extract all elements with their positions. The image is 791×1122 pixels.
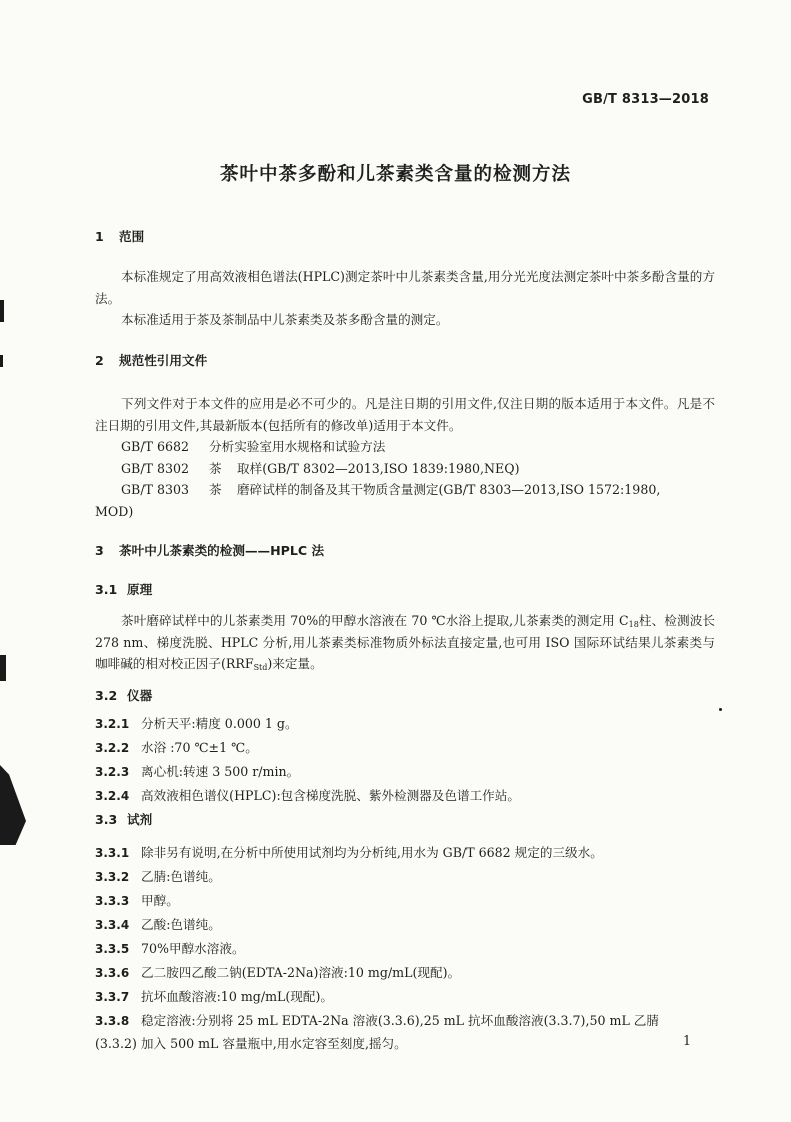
list-item bbox=[95, 1009, 715, 1054]
subsection-number: 3.3 bbox=[95, 812, 118, 827]
text-run: 茶叶磨碎试样中的儿茶素类用 70%的甲醇水溶液在 70 ℃水浴上提取,儿茶素类的测定用 C bbox=[121, 613, 629, 628]
item-number: 3.3.7 bbox=[95, 990, 130, 1004]
normative-reference bbox=[95, 436, 715, 458]
item-text: 乙二胺四乙酸二钠(EDTA-2Na)溶液:10 mg/mL(现配)。 bbox=[141, 965, 461, 980]
subsection-3-3-heading bbox=[95, 809, 715, 828]
list-item bbox=[95, 760, 715, 784]
scan-edge-mark bbox=[0, 655, 6, 681]
item-number: 3.3.3 bbox=[95, 894, 130, 908]
reference-title: 茶 bbox=[209, 482, 222, 497]
section-2-heading bbox=[95, 350, 715, 369]
list-item bbox=[95, 841, 715, 865]
scan-edge-mark bbox=[0, 355, 3, 367]
text-run: 柱、检测波长 278 nm、梯度洗脱、HPLC 分析,用儿茶素类标准物质外标法直接定量,也可用 ISO 国际环试结果儿茶素类与咖啡碱的相对校正因子(RRF bbox=[95, 613, 715, 671]
section-title: 茶叶中儿茶素类的检测——HPLC 法 bbox=[119, 543, 325, 558]
item-text: 甲醇。 bbox=[141, 893, 179, 908]
item-text: 70%甲醇水溶液。 bbox=[141, 941, 245, 956]
subscript: 18 bbox=[628, 620, 639, 629]
section-title: 规范性引用文件 bbox=[119, 353, 208, 368]
subsection-title: 仪器 bbox=[127, 688, 153, 703]
section-number: 2 bbox=[95, 353, 104, 368]
item-number: 3.2.1 bbox=[95, 717, 130, 731]
item-number: 3.3.6 bbox=[95, 966, 130, 980]
section-3-heading bbox=[95, 540, 715, 559]
item-number: 3.2.2 bbox=[95, 741, 130, 755]
list-item bbox=[95, 985, 715, 1009]
section-number: 1 bbox=[95, 229, 104, 244]
list-item bbox=[95, 712, 715, 736]
item-text: 除非另有说明,在分析中所使用试剂均为分析纯,用水为 GB/T 6682 规定的三级水。 bbox=[141, 845, 603, 860]
page-number: 1 bbox=[682, 1033, 691, 1048]
subsection-number: 3.2 bbox=[95, 688, 118, 703]
item-text: 抗坏血酸溶液:10 mg/mL(现配)。 bbox=[141, 989, 333, 1004]
item-text: 稳定溶液:分别将 25 mL EDTA-2Na 溶液(3.3.6),25 mL 抗坏血酸溶液(3.3.7),50 mL 乙腈 bbox=[141, 1013, 659, 1028]
paragraph: 本标准规定了用高效液相色谱法(HPLC)测定茶叶中儿茶素类含量,用分光光度法测定茶叶中茶多酚含量的方法。 bbox=[95, 269, 715, 306]
reference-title: 分析实验室用水规格和试验方法 bbox=[209, 439, 386, 454]
list-item bbox=[95, 889, 715, 913]
reagents-list bbox=[95, 841, 715, 1054]
subsection-3-2-heading bbox=[95, 685, 715, 704]
subsection-3-1-heading bbox=[95, 579, 715, 598]
reference-code: GB/T 8302 bbox=[121, 460, 190, 476]
section-number: 3 bbox=[95, 543, 104, 558]
scan-speck bbox=[719, 708, 722, 711]
item-text: 水浴 :70 ℃±1 ℃。 bbox=[141, 740, 258, 755]
item-number: 3.3.2 bbox=[95, 870, 130, 884]
principle-paragraph bbox=[95, 610, 715, 675]
reference-title: 茶 bbox=[209, 460, 222, 476]
reference-title: 磨碎试样的制备及其干物质含量测定(GB/T 8303—2013,ISO 1572:1980, bbox=[237, 482, 661, 497]
item-text-continuation: (3.3.2) 加入 500 mL 容量瓶中,用水定容至刻度,摇匀。 bbox=[95, 1036, 407, 1051]
apparatus-list bbox=[95, 712, 715, 808]
section-title: 范围 bbox=[119, 229, 145, 244]
text-run: )来定量。 bbox=[267, 656, 323, 671]
list-item bbox=[95, 961, 715, 985]
item-text: 分析天平:精度 0.000 1 g。 bbox=[141, 716, 298, 731]
scan-edge-mark bbox=[0, 300, 4, 322]
list-item bbox=[95, 784, 715, 808]
item-number: 3.3.4 bbox=[95, 918, 130, 932]
item-number: 3.2.3 bbox=[95, 765, 130, 779]
normative-reference bbox=[95, 458, 715, 480]
paragraph: 下列文件对于本文件的应用是必不可少的。凡是注日期的引用文件,仅注日期的版本适用于本文件。凡是不注日期的引用文件,其最新版本(包括所有的修改单)适用于本文件。 bbox=[95, 396, 715, 433]
paragraph: 本标准适用于茶及茶制品中儿茶素类及茶多酚含量的测定。 bbox=[121, 312, 449, 327]
section-1-heading bbox=[95, 226, 715, 245]
item-text: 高效液相色谱仪(HPLC):包含梯度洗脱、紫外检测器及色谱工作站。 bbox=[141, 788, 520, 803]
reference-continuation: MOD) bbox=[95, 503, 134, 519]
subsection-title: 原理 bbox=[127, 582, 153, 597]
subsection-3-1-body bbox=[95, 610, 715, 675]
item-number: 3.3.5 bbox=[95, 942, 130, 956]
subsection-number: 3.1 bbox=[95, 582, 118, 597]
scan-edge-mark bbox=[0, 765, 26, 845]
section-1-body bbox=[95, 266, 715, 331]
reference-code: GB/T 6682 bbox=[121, 439, 190, 454]
item-number: 3.3.1 bbox=[95, 846, 130, 860]
list-item bbox=[95, 736, 715, 760]
list-item bbox=[95, 865, 715, 889]
section-2-body bbox=[95, 393, 715, 522]
reference-code: GB/T 8303 bbox=[121, 482, 190, 497]
list-item bbox=[95, 913, 715, 937]
reference-title: 取样(GB/T 8302—2013,ISO 1839:1980,NEQ) bbox=[237, 460, 520, 476]
item-text: 乙酸:色谱纯。 bbox=[141, 917, 221, 932]
item-number: 3.2.4 bbox=[95, 789, 130, 803]
document-title: 茶叶中茶多酚和儿茶素类含量的检测方法 bbox=[219, 164, 571, 185]
item-text: 乙腈:色谱纯。 bbox=[141, 869, 221, 884]
item-number: 3.3.8 bbox=[95, 1014, 130, 1028]
normative-reference bbox=[95, 479, 715, 501]
subscript: Std bbox=[253, 663, 268, 672]
list-item bbox=[95, 937, 715, 961]
subsection-title: 试剂 bbox=[127, 812, 153, 827]
item-text: 离心机:转速 3 500 r/min。 bbox=[141, 764, 300, 779]
standard-code: GB/T 8313—2018 bbox=[582, 92, 709, 107]
